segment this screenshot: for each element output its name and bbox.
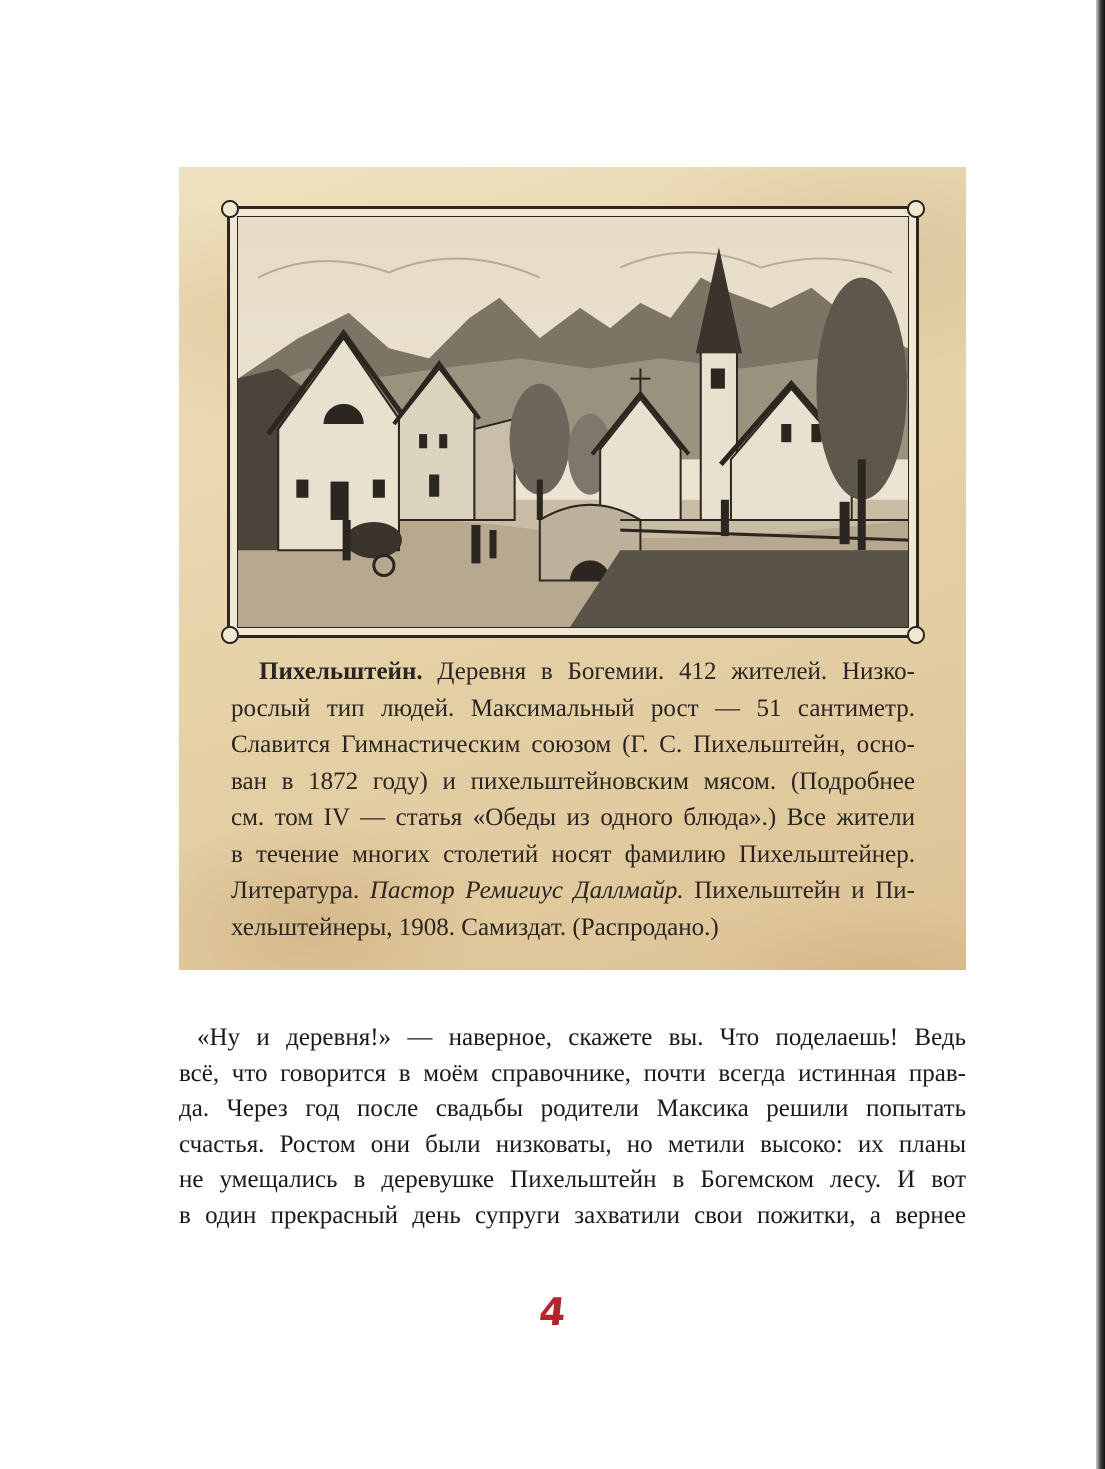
frame-corner xyxy=(907,200,925,218)
story-line: в один прекрасный день супруги захватили свои пожитки, а вернее xyxy=(179,1201,966,1229)
entry-text: Деревня в Богемии. 412 жителей. Низко- xyxy=(422,658,915,685)
story-paragraph xyxy=(179,1020,966,1233)
entry-text: Пихельштейн и Пи- xyxy=(683,877,915,904)
entry-line: рослый тип людей. Максимальный рост — 51 сантиметр. xyxy=(231,694,915,722)
entry-headword: Пихельштейн. xyxy=(259,658,423,685)
encyclopedia-entry xyxy=(231,654,915,946)
story-line: да. Через год после свадьбы родители Максика решили попытать xyxy=(179,1095,966,1122)
entry-author: Пастор Ремигиус Даллмайр. xyxy=(359,877,684,904)
frame-corner xyxy=(907,626,925,644)
entry-line: см. том IV — статья «Обеды из одного блюда».) Все жители xyxy=(231,804,915,831)
story-line: счастья. Ростом они были низковаты, но метили высоко: их планы xyxy=(179,1130,966,1158)
page-number: 4 xyxy=(536,1290,569,1334)
entry-line: в течение многих столетий носят фамилию Пихельштейнер. xyxy=(231,840,915,868)
story-line: не умещались в деревушке Пихельштейн в Богемском лесу. И вот xyxy=(179,1166,966,1193)
frame-corner xyxy=(221,626,239,644)
entry-line: ван в 1872 году) и пихельштейновским мясом. (Подробнее xyxy=(231,767,915,795)
village-illustration xyxy=(237,216,909,628)
entry-line: хельштейнеры, 1908. Самиздат. (Распродано.) xyxy=(231,913,719,941)
story-line: всё, что говорится в моём справочнике, почти всегда истинная прав- xyxy=(179,1059,966,1087)
encyclopedia-card xyxy=(179,167,966,970)
story-line: «Ну и деревня!» — наверное, скажете вы. Что поделаешь! Ведь xyxy=(197,1024,966,1051)
entry-line xyxy=(231,654,915,691)
village-drawing xyxy=(238,217,908,627)
illustration-frame xyxy=(227,206,919,638)
page-edge-shadow xyxy=(1096,0,1105,1469)
entry-line: Славится Гимнастическим союзом (Г. С. Пихельштейн, осно- xyxy=(231,731,915,758)
entry-text: Литература. xyxy=(231,877,360,904)
entry-line xyxy=(231,873,915,910)
